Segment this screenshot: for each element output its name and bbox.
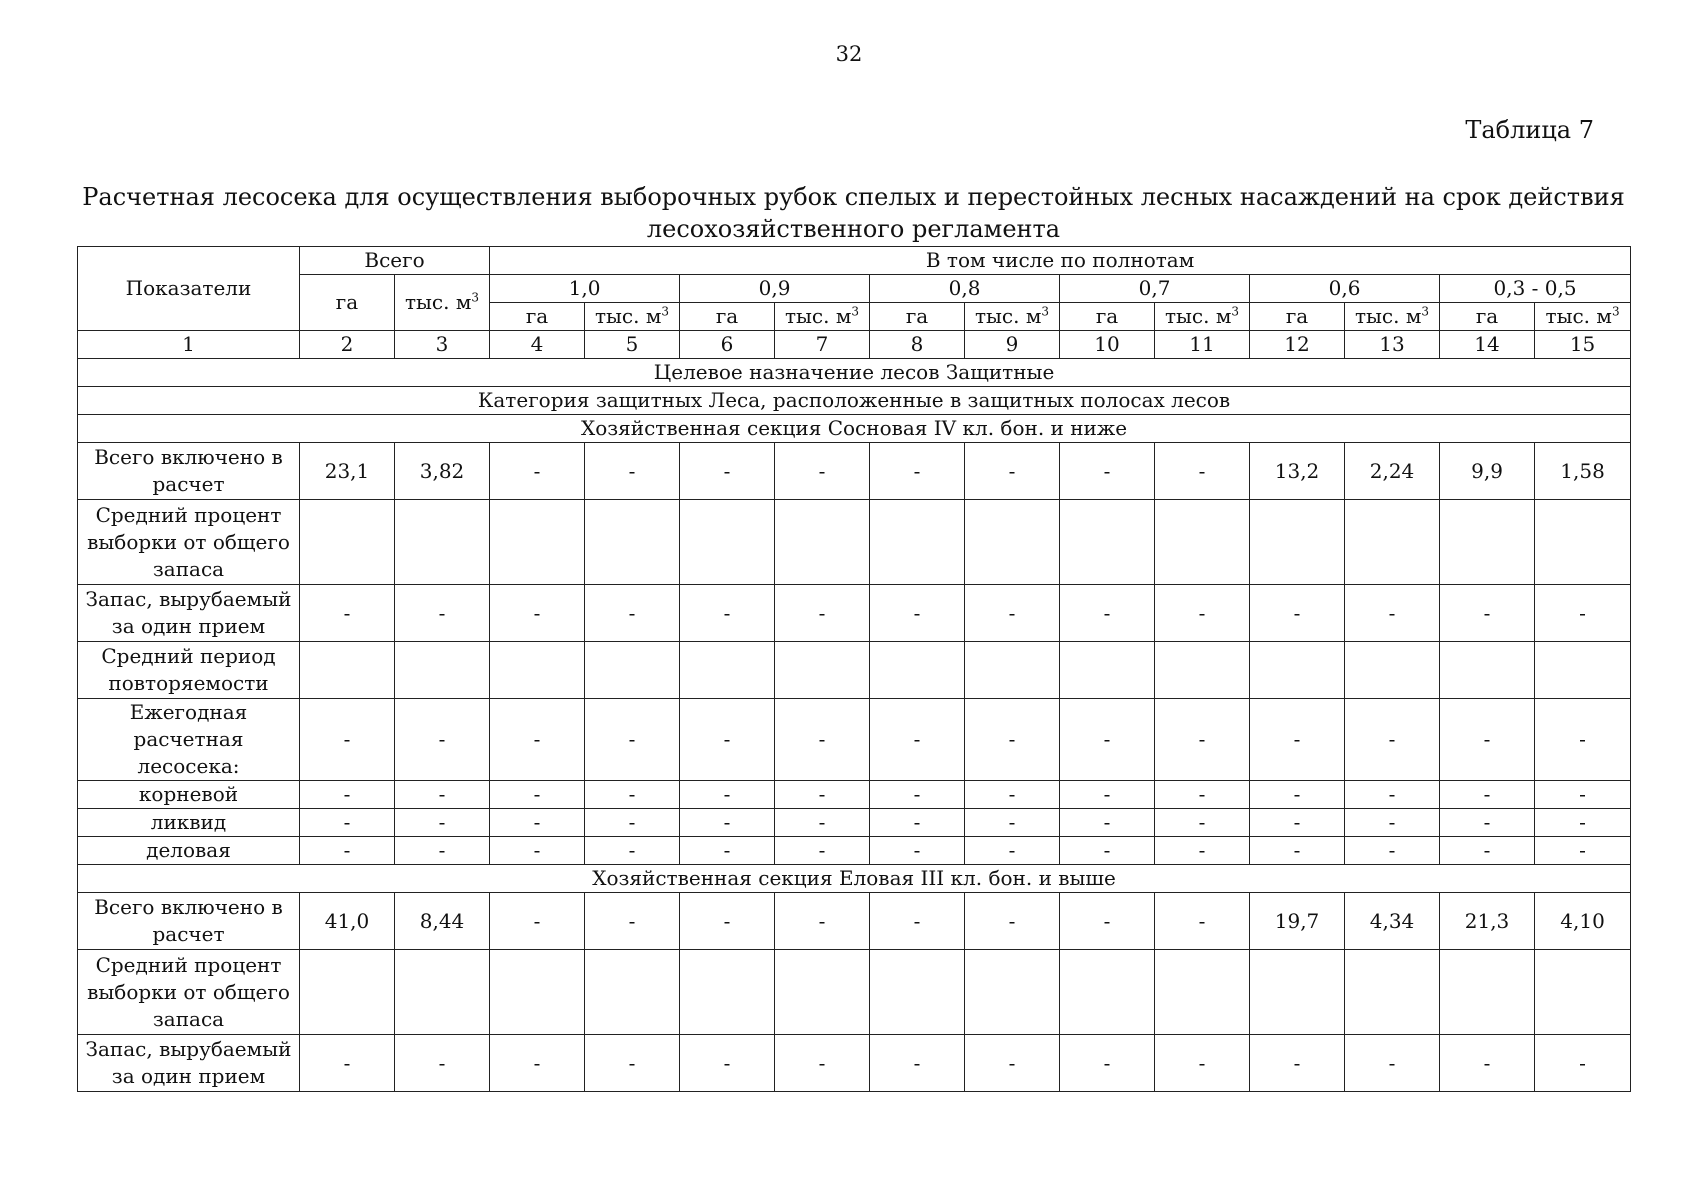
table-cell: [395, 950, 490, 1035]
table-cell: [1440, 950, 1535, 1035]
table-cell: -: [395, 809, 490, 837]
table-row: [78, 950, 1631, 1035]
table-cell: -: [965, 443, 1060, 500]
table-cell: -: [775, 837, 870, 865]
table-cell: [775, 950, 870, 1035]
table-cell: 21,3: [1440, 893, 1535, 950]
table-cell: -: [1060, 585, 1155, 642]
table-cell: [1250, 950, 1345, 1035]
table-cell: -: [1155, 443, 1250, 500]
table-cell: [680, 950, 775, 1035]
table-cell: -: [775, 781, 870, 809]
table-cell: [490, 950, 585, 1035]
allowable-cut-table: [77, 246, 1631, 1092]
table-cell: -: [585, 837, 680, 865]
section-heading: Целевое назначение лесов Защитные: [78, 359, 1631, 387]
column-number: 3: [395, 331, 490, 359]
row-label: Ежегодная расчетная лесосека:: [78, 699, 300, 781]
table-row: [78, 500, 1631, 585]
table-cell: [1250, 642, 1345, 699]
header-total-ha: га: [300, 275, 395, 331]
header-unit-volume: тыс. $м^3$: [1345, 303, 1440, 331]
table-cell: 9,9: [1440, 443, 1535, 500]
header-density: 0,9: [680, 275, 870, 303]
table-cell: -: [1345, 781, 1440, 809]
table-cell: -: [965, 781, 1060, 809]
table-cell: -: [585, 585, 680, 642]
table-cell: -: [870, 1035, 965, 1092]
table-cell: -: [1345, 699, 1440, 781]
table-cell: [1440, 500, 1535, 585]
header-density: 0,6: [1250, 275, 1440, 303]
table-cell: -: [395, 837, 490, 865]
column-number: 9: [965, 331, 1060, 359]
table-cell: [775, 500, 870, 585]
table-cell: -: [1440, 809, 1535, 837]
table-cell: -: [1345, 837, 1440, 865]
page-number: 32: [835, 42, 863, 66]
table-cell: -: [965, 585, 1060, 642]
table-cell: -: [585, 809, 680, 837]
header-total: Всего: [300, 247, 490, 275]
header-unit-volume: тыс. $м^3$: [965, 303, 1060, 331]
column-number: 1: [78, 331, 300, 359]
header-unit-volume: тыс. $м^3$: [585, 303, 680, 331]
table-cell: -: [870, 699, 965, 781]
table-row: [78, 809, 1631, 837]
table-cell: 19,7: [1250, 893, 1345, 950]
section-heading: Хозяйственная секция Сосновая IV кл. бон. и ниже: [78, 415, 1631, 443]
table-cell: -: [300, 1035, 395, 1092]
table-cell: -: [1060, 809, 1155, 837]
table-cell: 13,2: [1250, 443, 1345, 500]
table-row: [78, 699, 1631, 781]
table-cell: -: [490, 781, 585, 809]
table-cell: [870, 642, 965, 699]
table-cell: -: [1250, 1035, 1345, 1092]
table-cell: [1345, 950, 1440, 1035]
table-cell: -: [490, 809, 585, 837]
table-cell: -: [1535, 809, 1631, 837]
row-label: корневой: [78, 781, 300, 809]
table-cell: -: [965, 699, 1060, 781]
table-cell: [490, 500, 585, 585]
table-cell: -: [680, 585, 775, 642]
table-cell: [1155, 500, 1250, 585]
header-unit-ha: га: [490, 303, 585, 331]
header-density: 0,8: [870, 275, 1060, 303]
table-cell: [965, 642, 1060, 699]
table-cell: 8,44: [395, 893, 490, 950]
table-cell: -: [1250, 699, 1345, 781]
table-cell: -: [1250, 837, 1345, 865]
table-cell: -: [965, 837, 1060, 865]
table-cell: 2,24: [1345, 443, 1440, 500]
table-cell: -: [775, 443, 870, 500]
table-cell: -: [585, 443, 680, 500]
row-label: Запас, вырубаемый за один прием: [78, 1035, 300, 1092]
table-cell: -: [1155, 1035, 1250, 1092]
table-cell: [775, 642, 870, 699]
table-label: Таблица 7: [1465, 116, 1594, 144]
column-number: 11: [1155, 331, 1250, 359]
table-cell: -: [1440, 585, 1535, 642]
table-cell: [965, 950, 1060, 1035]
table-row: [78, 781, 1631, 809]
table-cell: [1250, 500, 1345, 585]
header-density: 0,3 - 0,5: [1440, 275, 1631, 303]
row-label: Средний процент выборки от общего запаса: [78, 950, 300, 1035]
table-cell: [1060, 500, 1155, 585]
table-cell: -: [300, 809, 395, 837]
table-cell: -: [395, 781, 490, 809]
header-unit-volume: тыс. $м^3$: [1155, 303, 1250, 331]
table-cell: -: [1155, 809, 1250, 837]
table-row: [78, 837, 1631, 865]
table-cell: -: [300, 837, 395, 865]
table-cell: -: [870, 837, 965, 865]
table-cell: -: [775, 585, 870, 642]
table-cell: -: [680, 443, 775, 500]
table-cell: [300, 950, 395, 1035]
table-cell: -: [870, 809, 965, 837]
table-cell: -: [680, 781, 775, 809]
table-cell: -: [680, 1035, 775, 1092]
table-cell: -: [1440, 1035, 1535, 1092]
table-cell: -: [775, 1035, 870, 1092]
table-cell: [680, 642, 775, 699]
table-cell: -: [1345, 585, 1440, 642]
table-cell: -: [300, 781, 395, 809]
table-cell: [870, 500, 965, 585]
table-cell: 3,82: [395, 443, 490, 500]
section-heading: Хозяйственная секция Еловая III кл. бон. и выше: [78, 865, 1631, 893]
table-cell: [585, 642, 680, 699]
table-cell: -: [1060, 893, 1155, 950]
table-cell: [1440, 642, 1535, 699]
table-cell: -: [1060, 781, 1155, 809]
table-cell: [870, 950, 965, 1035]
table-cell: -: [585, 893, 680, 950]
table-cell: -: [775, 809, 870, 837]
table-cell: -: [1440, 837, 1535, 865]
table-row: [78, 585, 1631, 642]
table-cell: -: [1345, 1035, 1440, 1092]
table-cell: [1060, 950, 1155, 1035]
table-cell: -: [870, 893, 965, 950]
table-cell: 4,10: [1535, 893, 1631, 950]
table-cell: [1155, 950, 1250, 1035]
table-cell: [1535, 642, 1631, 699]
table-cell: [395, 500, 490, 585]
table-cell: 1,58: [1535, 443, 1631, 500]
table-cell: -: [300, 585, 395, 642]
row-label: Всего включено в расчет: [78, 443, 300, 500]
table-cell: -: [585, 699, 680, 781]
table-cell: -: [1535, 585, 1631, 642]
table-cell: -: [395, 1035, 490, 1092]
table-cell: -: [395, 585, 490, 642]
table-cell: -: [1250, 809, 1345, 837]
table-cell: 41,0: [300, 893, 395, 950]
table-cell: [395, 642, 490, 699]
column-number: 12: [1250, 331, 1345, 359]
header-including: В том числе по полнотам: [490, 247, 1631, 275]
table-cell: -: [680, 809, 775, 837]
column-number: 7: [775, 331, 870, 359]
table-cell: -: [965, 1035, 1060, 1092]
table-cell: [965, 500, 1060, 585]
table-row: [78, 893, 1631, 950]
table-cell: -: [1155, 893, 1250, 950]
table-cell: -: [300, 699, 395, 781]
table-cell: -: [775, 699, 870, 781]
table-cell: -: [395, 699, 490, 781]
header-unit-ha: га: [1440, 303, 1535, 331]
table-cell: -: [870, 443, 965, 500]
table-title: Расчетная лесосека для осуществления выборочных рубок спелых и перестойных лесных насаждений на срок действия лесохозяйственного регламента: [82, 183, 1625, 243]
section-heading: Категория защитных Леса, расположенные в защитных полосах лесов: [78, 387, 1631, 415]
table-cell: [1060, 642, 1155, 699]
table-cell: -: [1155, 699, 1250, 781]
table-cell: -: [1250, 585, 1345, 642]
table-cell: [1345, 642, 1440, 699]
header-unit-volume: тыс. $м^3$: [1535, 303, 1631, 331]
table-cell: -: [585, 781, 680, 809]
table-cell: [1345, 500, 1440, 585]
table-cell: 4,34: [1345, 893, 1440, 950]
row-label: Средний период повторяемости: [78, 642, 300, 699]
column-number: 14: [1440, 331, 1535, 359]
table-cell: -: [1440, 699, 1535, 781]
table-row: [78, 642, 1631, 699]
table-cell: -: [1155, 585, 1250, 642]
header-unit-ha: га: [1250, 303, 1345, 331]
header-unit-ha: га: [680, 303, 775, 331]
column-number: 2: [300, 331, 395, 359]
table-cell: -: [680, 699, 775, 781]
table-cell: [300, 500, 395, 585]
table-cell: -: [775, 893, 870, 950]
header-unit-ha: га: [1060, 303, 1155, 331]
table-cell: -: [680, 837, 775, 865]
row-label: деловая: [78, 837, 300, 865]
table-cell: -: [1535, 1035, 1631, 1092]
header-unit-ha: га: [870, 303, 965, 331]
table-cell: -: [490, 585, 585, 642]
row-label: Средний процент выборки от общего запаса: [78, 500, 300, 585]
row-label: ликвид: [78, 809, 300, 837]
table-cell: -: [870, 585, 965, 642]
table-cell: [680, 500, 775, 585]
column-number: 13: [1345, 331, 1440, 359]
table-cell: [300, 642, 395, 699]
table-cell: -: [1155, 781, 1250, 809]
table-cell: [585, 500, 680, 585]
table-cell: -: [1060, 837, 1155, 865]
table-cell: -: [1535, 837, 1631, 865]
table-row: [78, 1035, 1631, 1092]
table-cell: -: [1060, 699, 1155, 781]
table-cell: -: [965, 809, 1060, 837]
table-cell: -: [1060, 1035, 1155, 1092]
table-cell: [585, 950, 680, 1035]
header-indicators: Показатели: [78, 247, 300, 331]
table-cell: 23,1: [300, 443, 395, 500]
table-cell: -: [490, 837, 585, 865]
table-cell: -: [490, 443, 585, 500]
column-number: 6: [680, 331, 775, 359]
table-cell: -: [1060, 443, 1155, 500]
table-cell: -: [680, 893, 775, 950]
table-cell: -: [965, 893, 1060, 950]
table-cell: -: [490, 1035, 585, 1092]
column-number: 5: [585, 331, 680, 359]
table-cell: [1535, 950, 1631, 1035]
header-unit-volume: тыс. $м^3$: [775, 303, 870, 331]
table-cell: [1155, 642, 1250, 699]
row-label: Всего включено в расчет: [78, 893, 300, 950]
table-cell: -: [1535, 699, 1631, 781]
table-cell: -: [1250, 781, 1345, 809]
column-number: 8: [870, 331, 965, 359]
header-density: 1,0: [490, 275, 680, 303]
table-cell: -: [1440, 781, 1535, 809]
table-cell: [1535, 500, 1631, 585]
table-cell: -: [1155, 837, 1250, 865]
table-cell: -: [490, 893, 585, 950]
table-row: [78, 443, 1631, 500]
table-cell: -: [870, 781, 965, 809]
table-cell: -: [585, 1035, 680, 1092]
row-label: Запас, вырубаемый за один прием: [78, 585, 300, 642]
header-density: 0,7: [1060, 275, 1250, 303]
header-total-volume: тыс. $м^3$: [395, 275, 490, 331]
column-number: 10: [1060, 331, 1155, 359]
table-cell: [490, 642, 585, 699]
column-number: 4: [490, 331, 585, 359]
table-cell: -: [1535, 781, 1631, 809]
column-number: 15: [1535, 331, 1631, 359]
table-cell: -: [490, 699, 585, 781]
table-cell: -: [1345, 809, 1440, 837]
